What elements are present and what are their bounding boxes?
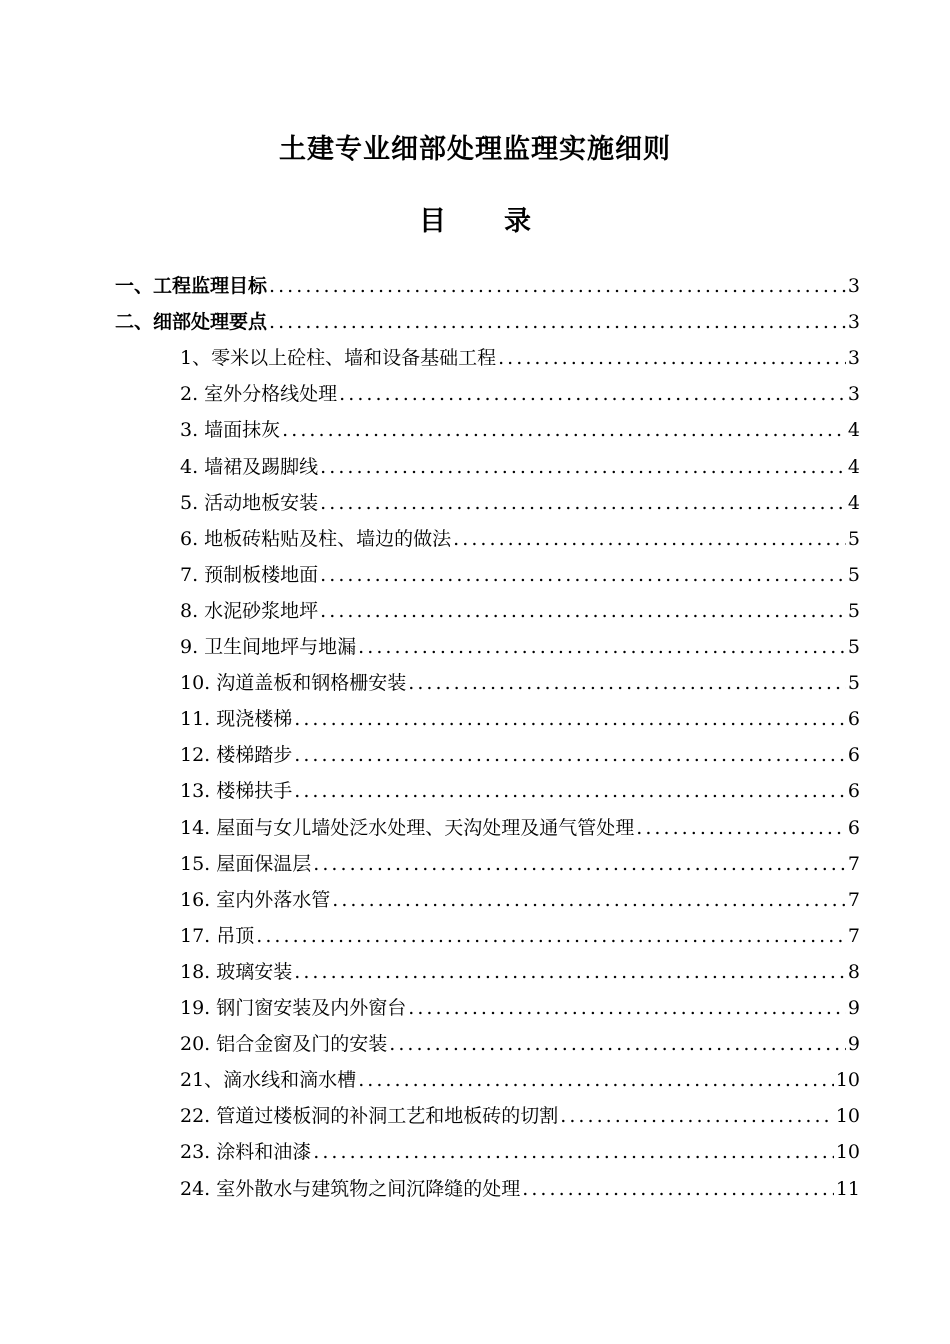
dot-leader bbox=[294, 956, 846, 988]
toc-entry-page: 5 bbox=[847, 527, 860, 550]
dot-leader bbox=[269, 306, 846, 338]
toc-entry-title: 12. 楼梯踏步 bbox=[180, 744, 293, 767]
dot-leader bbox=[294, 739, 846, 771]
toc-entry[interactable] bbox=[180, 667, 860, 699]
dot-leader bbox=[294, 775, 846, 807]
toc-entry[interactable] bbox=[180, 884, 860, 916]
toc-entry-page: 5 bbox=[847, 563, 860, 586]
toc-entry[interactable] bbox=[180, 739, 860, 771]
toc-entry-title: 3. 墙面抹灰 bbox=[180, 419, 281, 442]
toc-entry-title: 19. 钢门窗安装及内外窗台 bbox=[180, 997, 407, 1019]
toc-entry[interactable] bbox=[180, 631, 860, 663]
dot-leader bbox=[320, 487, 846, 519]
toc-entry-page: 6 bbox=[847, 708, 860, 731]
toc-entry-page: 7 bbox=[847, 924, 860, 947]
dot-leader bbox=[313, 1136, 834, 1168]
dot-leader bbox=[332, 884, 846, 916]
toc-entry-page: 10 bbox=[835, 1069, 860, 1092]
toc-entry[interactable] bbox=[180, 775, 860, 807]
toc-entry[interactable] bbox=[180, 487, 860, 519]
dot-leader bbox=[358, 631, 846, 663]
toc-entry-page: 7 bbox=[847, 852, 860, 875]
toc-entry[interactable] bbox=[180, 1100, 860, 1132]
toc-entry[interactable] bbox=[180, 992, 860, 1024]
dot-leader bbox=[269, 270, 846, 302]
toc-entry-page: 9 bbox=[847, 997, 860, 1019]
toc-entry-title: 7. 预制板楼地面 bbox=[180, 563, 319, 586]
toc-entry-page: 10 bbox=[835, 1141, 860, 1164]
toc-entry-title: 9. 卫生间地坪与地漏 bbox=[180, 636, 357, 658]
dot-leader bbox=[320, 451, 846, 483]
dot-leader bbox=[282, 414, 846, 446]
toc-entry[interactable] bbox=[180, 1173, 860, 1205]
dot-leader bbox=[339, 378, 846, 410]
dot-leader bbox=[408, 667, 846, 699]
toc-entry-title: 24. 室外散水与建筑物之间沉降缝的处理 bbox=[180, 1177, 521, 1200]
toc-entry[interactable] bbox=[180, 595, 860, 627]
toc-entry-page: 4 bbox=[847, 491, 860, 514]
toc-entry[interactable] bbox=[115, 306, 860, 338]
document-title: 土建专业细部处理监理实施细则 bbox=[279, 134, 671, 165]
toc-entry-title: 17. 吊顶 bbox=[180, 924, 255, 947]
toc-entry-page: 5 bbox=[847, 599, 860, 622]
toc-entry-page: 4 bbox=[847, 419, 860, 442]
toc-entry[interactable] bbox=[180, 848, 860, 880]
toc-entry-title: 21、滴水线和滴水槽 bbox=[180, 1069, 357, 1092]
toc-entry[interactable] bbox=[180, 559, 860, 591]
toc-entry-title: 14. 屋面与女儿墙处泛水处理、天沟处理及通气管处理 bbox=[180, 816, 635, 839]
dot-leader bbox=[320, 595, 846, 627]
dot-leader bbox=[522, 1173, 834, 1205]
toc-entry[interactable] bbox=[180, 451, 860, 483]
toc-entry-page: 5 bbox=[847, 672, 860, 695]
toc-entry[interactable] bbox=[180, 956, 860, 988]
toc-entry-title: 2. 室外分格线处理 bbox=[180, 383, 338, 406]
toc-entry-title: 5. 活动地板安装 bbox=[180, 491, 319, 514]
toc-entry-page: 7 bbox=[847, 888, 860, 911]
toc-entry-page: 6 bbox=[847, 744, 860, 767]
toc-entry-title: 20. 铝合金窗及门的安装 bbox=[180, 1033, 388, 1056]
toc-entry-title: 13. 楼梯扶手 bbox=[180, 780, 293, 803]
toc-entry-page: 3 bbox=[847, 275, 860, 297]
toc-entry[interactable] bbox=[180, 1064, 860, 1096]
toc-entry-title: 11. 现浇楼梯 bbox=[180, 708, 293, 731]
toc-entry[interactable] bbox=[180, 1136, 860, 1168]
dot-leader bbox=[358, 1064, 834, 1096]
toc-entry-page: 3 bbox=[847, 347, 860, 370]
dot-leader bbox=[320, 559, 846, 591]
toc-entry-title: 6. 地板砖粘贴及柱、墙边的做法 bbox=[180, 527, 452, 550]
dot-leader bbox=[453, 523, 846, 555]
toc-entry-title: 二、细部处理要点 bbox=[115, 311, 268, 334]
toc-entry[interactable] bbox=[180, 414, 860, 446]
toc-entry-page: 4 bbox=[847, 455, 860, 478]
toc-entry-title: 23. 涂料和油漆 bbox=[180, 1141, 312, 1164]
toc-entry[interactable] bbox=[180, 920, 860, 952]
toc-entry-title: 15. 屋面保温层 bbox=[180, 852, 312, 875]
toc-entry-title: 22. 管道过楼板洞的补洞工艺和地板砖的切割 bbox=[180, 1105, 559, 1128]
dot-leader bbox=[256, 920, 846, 952]
dot-leader bbox=[408, 992, 846, 1024]
toc-heading-left: 目 bbox=[419, 206, 446, 237]
toc-entry-page: 6 bbox=[847, 780, 860, 803]
toc-entry-page: 3 bbox=[847, 383, 860, 406]
toc-entry-page: 3 bbox=[847, 311, 860, 334]
toc-entry-title: 10. 沟道盖板和钢格栅安装 bbox=[180, 672, 407, 695]
toc-entry-page: 11 bbox=[835, 1177, 860, 1200]
toc-heading-right: 录 bbox=[504, 206, 531, 237]
dot-leader bbox=[498, 342, 846, 374]
toc-entry-page: 6 bbox=[847, 816, 860, 839]
toc-entry-page: 9 bbox=[847, 1033, 860, 1056]
toc-entry-page: 10 bbox=[835, 1105, 860, 1128]
dot-leader bbox=[560, 1100, 834, 1132]
toc-entry[interactable] bbox=[180, 523, 860, 555]
toc-entry[interactable] bbox=[180, 703, 860, 735]
toc-entry-title: 16. 室内外落水管 bbox=[180, 888, 331, 911]
dot-leader bbox=[636, 812, 846, 844]
toc-entry-title: 4. 墙裙及踢脚线 bbox=[180, 455, 319, 478]
toc-entry-page: 8 bbox=[847, 960, 860, 983]
toc-entry[interactable] bbox=[180, 1028, 860, 1060]
toc-entry-title: 一、工程监理目标 bbox=[115, 275, 268, 297]
toc-entry-title: 18. 玻璃安装 bbox=[180, 960, 293, 983]
toc-entry-title: 8. 水泥砂浆地坪 bbox=[180, 599, 319, 622]
dot-leader bbox=[313, 848, 846, 880]
toc-entry-title: 1、零米以上砼柱、墙和设备基础工程 bbox=[180, 347, 497, 370]
dot-leader bbox=[389, 1028, 846, 1060]
toc-entry[interactable] bbox=[180, 812, 860, 844]
toc-entry[interactable] bbox=[180, 342, 860, 374]
toc-heading bbox=[0, 200, 950, 244]
toc-entry[interactable] bbox=[180, 378, 860, 410]
toc-entry-page: 5 bbox=[847, 636, 860, 658]
toc-entry[interactable] bbox=[115, 270, 860, 302]
dot-leader bbox=[294, 703, 846, 735]
